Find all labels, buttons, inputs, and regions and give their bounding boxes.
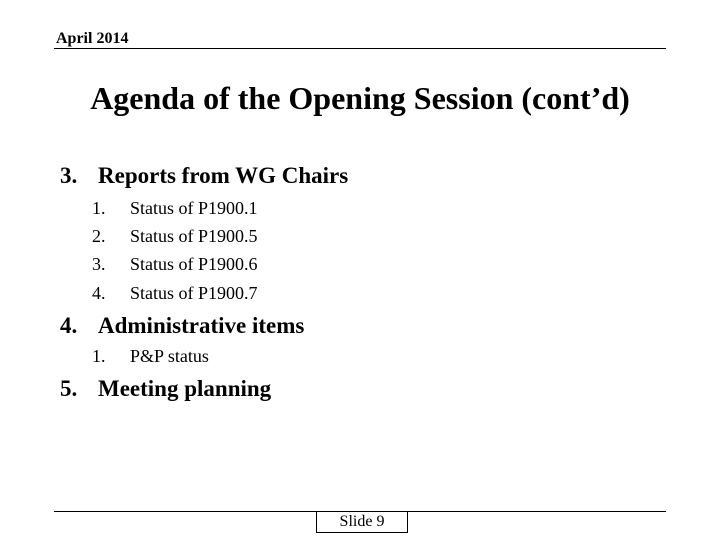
item-number: 1. xyxy=(92,346,106,366)
agenda-item xyxy=(92,225,258,247)
item-label: Status of P1900.1 xyxy=(130,198,258,218)
section-number: 4. xyxy=(60,313,78,338)
slide-title: Agenda of the Opening Session (cont’d) xyxy=(90,80,630,116)
agenda-item xyxy=(92,253,258,275)
agenda-section-reports xyxy=(60,162,348,190)
section-label: Administrative items xyxy=(98,313,305,338)
agenda-section-administrative xyxy=(60,312,304,340)
section-label: Meeting planning xyxy=(98,376,272,401)
agenda-item xyxy=(92,197,258,219)
agenda-item xyxy=(92,345,209,367)
item-number: 4. xyxy=(92,283,106,303)
item-number: 2. xyxy=(92,226,106,246)
agenda-section-meeting-planning xyxy=(60,375,271,403)
item-label: P&P status xyxy=(130,346,209,366)
section-number: 5. xyxy=(60,376,78,401)
item-number: 1. xyxy=(92,198,106,218)
item-label: Status of P1900.5 xyxy=(130,226,258,246)
section-number: 3. xyxy=(60,163,78,188)
header-date: April 2014 xyxy=(56,30,129,47)
header-divider xyxy=(54,48,666,49)
section-label: Reports from WG Chairs xyxy=(98,163,349,188)
agenda-item xyxy=(92,282,258,304)
item-label: Status of P1900.6 xyxy=(130,254,258,274)
slide-number: Slide 9 xyxy=(316,512,408,533)
item-number: 3. xyxy=(92,254,106,274)
item-label: Status of P1900.7 xyxy=(130,283,258,303)
